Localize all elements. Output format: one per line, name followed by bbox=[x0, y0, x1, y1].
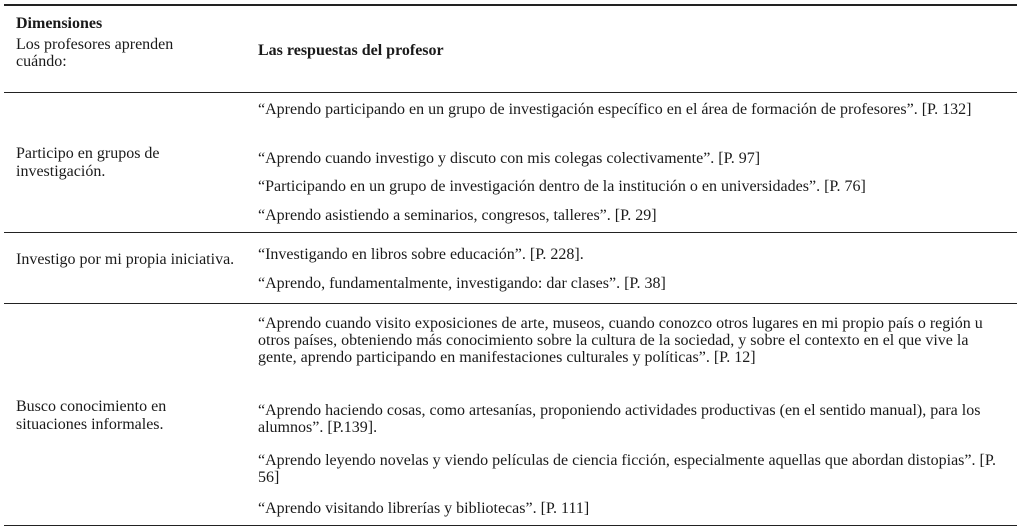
quote: “Aprendo participando en un grupo de investigación específico en el área de formación de profesores”. [P. 132] bbox=[258, 101, 972, 118]
quote: “Aprendo leyendo novelas y viendo películas de ciencia ficción, especialmente aquellas que abordan distopias”. [P. 56] bbox=[258, 452, 996, 486]
responses-title: Las respuestas del profesor bbox=[258, 42, 444, 59]
table-bottom-rule bbox=[4, 525, 1017, 526]
dimension-cell: Investigo por mi propia iniciativa. bbox=[16, 251, 235, 268]
quote: “Participando en un grupo de investigación dentro de la institución o en universidades”. [P. 76] bbox=[258, 178, 866, 195]
table-top-rule bbox=[4, 4, 1017, 6]
quote: “Aprendo asistiendo a seminarios, congresos, talleres”. [P. 29] bbox=[258, 207, 657, 224]
dimensions-title: Dimensiones bbox=[16, 15, 103, 32]
dimensions-subtitle: Los profesores aprenden cuándo: bbox=[16, 36, 174, 70]
dimension-cell: Busco conocimiento en situaciones informales. bbox=[16, 398, 167, 433]
quote: “Investigando en libros sobre educación”. [P. 228]. bbox=[258, 246, 584, 263]
dimension-cell: Participo en grupos de investigación. bbox=[16, 145, 160, 180]
row-rule bbox=[4, 232, 1017, 233]
quote: “Aprendo cuando visito exposiciones de arte, museos, cuando conozco otros lugares en mi propio país o región u otros países, obteniendo más conocimiento sobre la cultura de la sociedad, y sobre el contexto en el que vive la gente, aprendo participando en manifestaciones culturales y políticas”. [P. 12] bbox=[258, 315, 983, 366]
header-rule bbox=[4, 92, 1017, 93]
row-rule bbox=[4, 303, 1017, 304]
quote: “Aprendo visitando librerías y bibliotecas”. [P. 111] bbox=[258, 500, 590, 517]
quote: “Aprendo, fundamentalmente, investigando: dar clases”. [P. 38] bbox=[258, 275, 666, 292]
header-dimensions bbox=[16, 14, 216, 70]
quote: “Aprendo cuando investigo y discuto con mis colegas colectivamente”. [P. 97] bbox=[258, 150, 761, 167]
quote: “Aprendo haciendo cosas, como artesanías, proponiendo actividades productivas (en el sentido manual), para los alumnos”. [P.139]. bbox=[258, 402, 981, 436]
